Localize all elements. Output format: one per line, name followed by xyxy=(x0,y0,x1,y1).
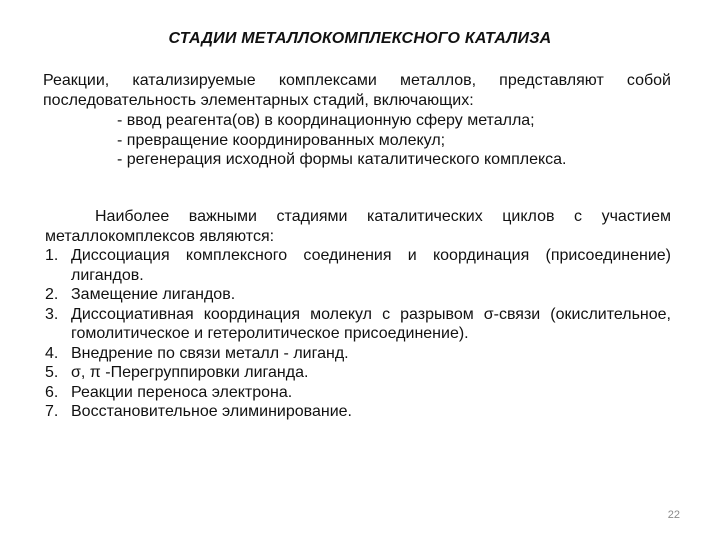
stages-list xyxy=(45,246,671,422)
stage-number: 5. xyxy=(45,364,59,381)
stage-number: 1. xyxy=(45,247,59,264)
stage-text: Диссоциация комплексного соединения и координация (присоединение) лигандов. xyxy=(71,247,671,284)
stage-text: Диссоциативная координация молекул с разрывом σ-связи (окислительное, гомолитическое и гетеролитическое присоединение). xyxy=(71,305,671,342)
bullet-item: - превращение координированных молекул; xyxy=(117,131,446,149)
intro-paragraph: Реакции, катализируемые комплексами металлов, представляют собой последовательность элементарных стадий, включающих: xyxy=(43,72,671,109)
lead-paragraph: Наиболее важными стадиями каталитических циклов с участием металлокомплексов являются: xyxy=(45,208,671,245)
stage-item xyxy=(45,402,671,422)
stage-text: σ, π -Перегруппировки лиганда. xyxy=(71,364,309,381)
stage-item xyxy=(45,246,671,285)
stage-number: 3. xyxy=(45,305,59,323)
stage-item xyxy=(45,285,671,305)
stage-text: Реакции переноса электрона. xyxy=(71,383,293,401)
stage-text: Внедрение по связи металл - лиганд. xyxy=(71,344,349,362)
stage-number: 2. xyxy=(45,286,59,303)
stage-item xyxy=(45,363,671,383)
stage-number: 4. xyxy=(45,344,59,362)
slide-title: СТАДИИ МЕТАЛЛОКОМПЛЕКСНОГО КАТАЛИЗА xyxy=(168,30,552,47)
stage-text: Восстановительное элиминирование. xyxy=(71,403,352,420)
stage-number: 6. xyxy=(45,383,59,401)
stage-item xyxy=(45,305,671,344)
stage-item xyxy=(45,344,671,364)
bullet-item: - регенерация исходной формы каталитического комплекса. xyxy=(117,151,567,168)
stage-text: Замещение лигандов. xyxy=(71,286,236,303)
bullet-list xyxy=(117,111,566,170)
stage-item xyxy=(45,383,671,403)
stage-number: 7. xyxy=(45,403,59,420)
bullet-item: - ввод реагента(ов) в координационную сферу металла; xyxy=(117,112,535,129)
page-number: 22 xyxy=(667,509,680,521)
